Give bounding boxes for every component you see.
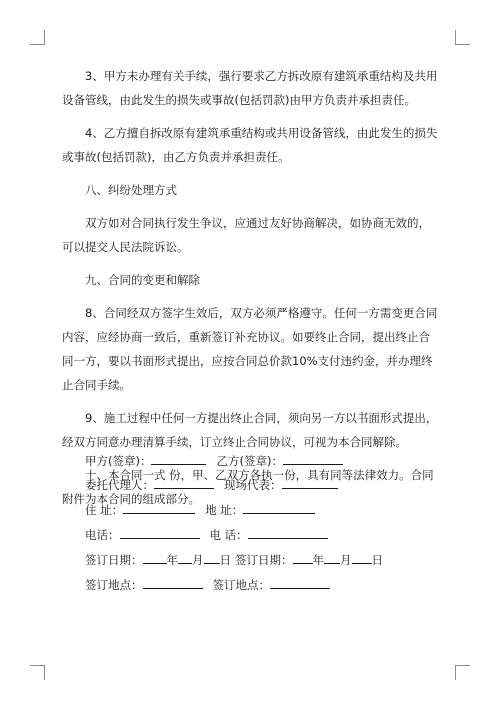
- place-a-label: 签订地点：: [85, 578, 143, 592]
- sign-date-b-day-blank[interactable]: [352, 551, 372, 564]
- sign-date-b-label: 签订日期：: [235, 553, 293, 567]
- site-rep-label: 现场代表：: [224, 478, 282, 492]
- phone-b-label: 电 话：: [209, 528, 248, 542]
- signature-row-address: [85, 501, 445, 519]
- sign-date-a-month: 月: [192, 553, 204, 567]
- address-a-label: 住 址：: [85, 503, 124, 517]
- party-b-label: 乙方(签章)：: [216, 454, 283, 468]
- agent-blank[interactable]: [154, 476, 214, 489]
- crop-mark-bottom-left: [30, 665, 45, 680]
- phone-b-blank[interactable]: [248, 526, 328, 539]
- address-b-label: 地 址：: [205, 503, 244, 517]
- sign-date-a-day-blank[interactable]: [204, 551, 220, 564]
- sign-date-b-year-blank[interactable]: [293, 551, 313, 564]
- sign-date-b-year: 年: [312, 553, 324, 567]
- signature-row-parties: [85, 452, 445, 470]
- sign-date-a-label: 签订日期：: [85, 553, 143, 567]
- dispute-clause: 双方如对合同执行发生争议，应通过友好协商解决，如协商无效的，可以提交人民法院诉讼。: [62, 216, 430, 254]
- section-heading-amendment: 九、合同的变更和解除: [85, 273, 200, 287]
- address-b-blank[interactable]: [243, 501, 315, 514]
- clause-3: 3、甲方未办理有关手续，强行要求乙方拆改原有建筑承重结构及共用设备管线，由此发生的损失或事故(包括罚款)由甲方负责并承担责任。: [62, 69, 438, 107]
- crop-mark-top-left: [30, 30, 45, 45]
- sign-date-a-day: 日: [219, 553, 231, 567]
- phone-a-label: 电话：: [85, 528, 120, 542]
- sign-date-b-month-blank[interactable]: [324, 551, 340, 564]
- address-a-blank[interactable]: [123, 501, 195, 514]
- clause-4: 4、乙方擅自拆改原有建筑承重结构或共用设备管线，由此发生的损失或事故(包括罚款)，由乙方负责并承担责任。: [62, 126, 438, 164]
- signature-row-places: [85, 576, 445, 594]
- signature-row-dates: [85, 551, 445, 569]
- clause-9: 9、施工过程中任何一方提出终止合同，须向另一方以书面形式提出，经双方同意办理清算手续，订立终止合同协议，可视为本合同解除。: [62, 411, 438, 449]
- place-b-label: 签订地点：: [212, 578, 270, 592]
- site-rep-blank[interactable]: [282, 476, 338, 489]
- party-a-blank[interactable]: [151, 452, 206, 465]
- sign-date-a-month-blank[interactable]: [178, 551, 192, 564]
- crop-mark-top-right: [455, 30, 470, 45]
- sign-date-b-day: 日: [371, 553, 383, 567]
- signature-row-phone: [85, 526, 445, 544]
- crop-mark-bottom-right: [455, 665, 470, 680]
- phone-a-blank[interactable]: [120, 526, 200, 539]
- section-heading-dispute: 八、纠纷处理方式: [85, 183, 177, 197]
- clause-8: 8、合同经双方签字生效后，双方必须严格遵守。任何一方需变更合同内容，应经协商一致后，重新签订补充协议。如要终止合同，提出终止合同一方，要以书面形式提出，应按合同总价款10%支付违约金，并办理终止合同手续。: [62, 306, 438, 392]
- clause-10: 十、本合同一式 份，甲、乙双方各执一份，具有同等法律效力。合同附件为本合同的组成部分。: [62, 468, 434, 506]
- sign-date-b-month: 月: [340, 553, 352, 567]
- place-a-blank[interactable]: [143, 576, 203, 589]
- sign-date-a-year-blank[interactable]: [143, 551, 167, 564]
- party-b-blank[interactable]: [283, 452, 343, 465]
- sign-date-a-year: 年: [166, 553, 178, 567]
- agent-label: 委托代理人：: [85, 478, 154, 492]
- party-a-label: 甲方(签章)：: [85, 454, 152, 468]
- place-b-blank[interactable]: [270, 576, 330, 589]
- signature-row-agents: [85, 476, 445, 494]
